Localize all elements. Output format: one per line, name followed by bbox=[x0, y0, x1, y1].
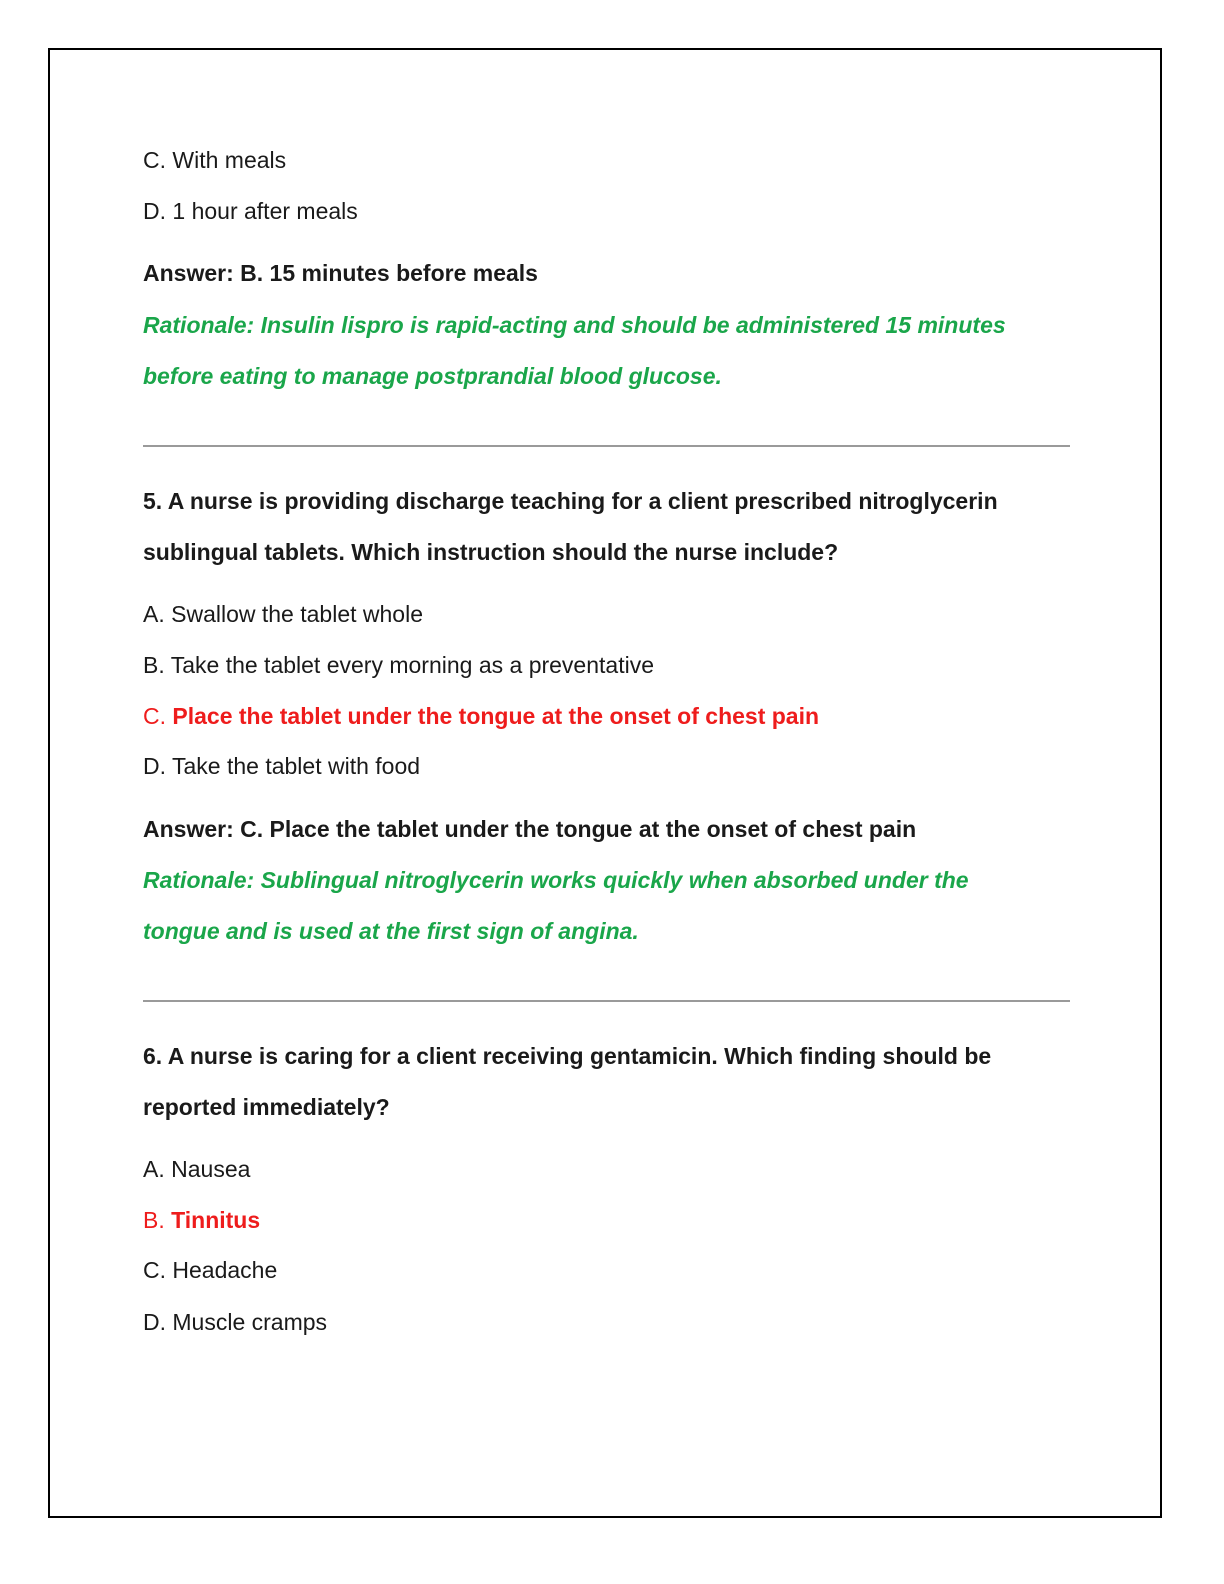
q5-option-d bbox=[143, 750, 420, 782]
q4-rationale-line-2: before eating to manage postprandial blood glucose. bbox=[143, 363, 722, 389]
section-divider bbox=[143, 445, 1070, 447]
option-letter: D. bbox=[143, 753, 166, 779]
q5-option-b bbox=[143, 649, 654, 681]
q4-rationale-line-1: Rationale: Insulin lispro is rapid-acting and should be administered 15 minutes bbox=[143, 312, 1006, 338]
q5-answer: Answer: C. Place the tablet under the tongue at the onset of chest pain bbox=[143, 816, 917, 842]
option-letter: C. bbox=[143, 703, 166, 729]
q5-option-c-correct bbox=[143, 700, 819, 732]
option-text: Take the tablet every morning as a preventative bbox=[170, 652, 654, 678]
option-letter: B. bbox=[143, 1207, 165, 1233]
q6-option-a bbox=[143, 1153, 250, 1185]
option-text: Take the tablet with food bbox=[171, 753, 421, 779]
section-divider bbox=[143, 1000, 1070, 1002]
q5-option-a bbox=[143, 598, 423, 630]
option-letter: A. bbox=[143, 601, 165, 627]
q5-question-line-1: 5. A nurse is providing discharge teaching for a client prescribed nitroglycerin bbox=[143, 488, 998, 514]
q4-answer: Answer: B. 15 minutes before meals bbox=[143, 260, 538, 286]
q6-option-d bbox=[143, 1306, 327, 1338]
option-text: Headache bbox=[172, 1257, 278, 1283]
option-letter: C. bbox=[143, 1257, 166, 1283]
option-text: 1 hour after meals bbox=[172, 198, 358, 224]
q5-rationale-line-2: tongue and is used at the first sign of angina. bbox=[143, 918, 639, 944]
q4-option-d bbox=[143, 195, 358, 227]
option-text: Swallow the tablet whole bbox=[171, 601, 423, 627]
option-letter: D. bbox=[143, 198, 166, 224]
q6-question-line-1: 6. A nurse is caring for a client receiving gentamicin. Which finding should be bbox=[143, 1043, 992, 1069]
q4-option-c bbox=[143, 144, 286, 176]
q6-option-b-correct bbox=[143, 1204, 260, 1236]
q5-question-line-2: sublingual tablets. Which instruction should the nurse include? bbox=[143, 539, 839, 565]
q6-question-line-2: reported immediately? bbox=[143, 1094, 390, 1120]
option-text: With meals bbox=[172, 147, 287, 173]
option-letter: C. bbox=[143, 147, 166, 173]
option-text: Place the tablet under the tongue at the onset of chest pain bbox=[172, 703, 820, 729]
option-letter: B. bbox=[143, 652, 165, 678]
option-text: Nausea bbox=[171, 1156, 251, 1182]
option-text: Tinnitus bbox=[171, 1207, 261, 1233]
q6-option-c bbox=[143, 1254, 277, 1286]
option-text: Muscle cramps bbox=[172, 1309, 328, 1335]
q5-rationale-line-1: Rationale: Sublingual nitroglycerin works quickly when absorbed under the bbox=[143, 867, 969, 893]
option-letter: A. bbox=[143, 1156, 165, 1182]
option-letter: D. bbox=[143, 1309, 166, 1335]
